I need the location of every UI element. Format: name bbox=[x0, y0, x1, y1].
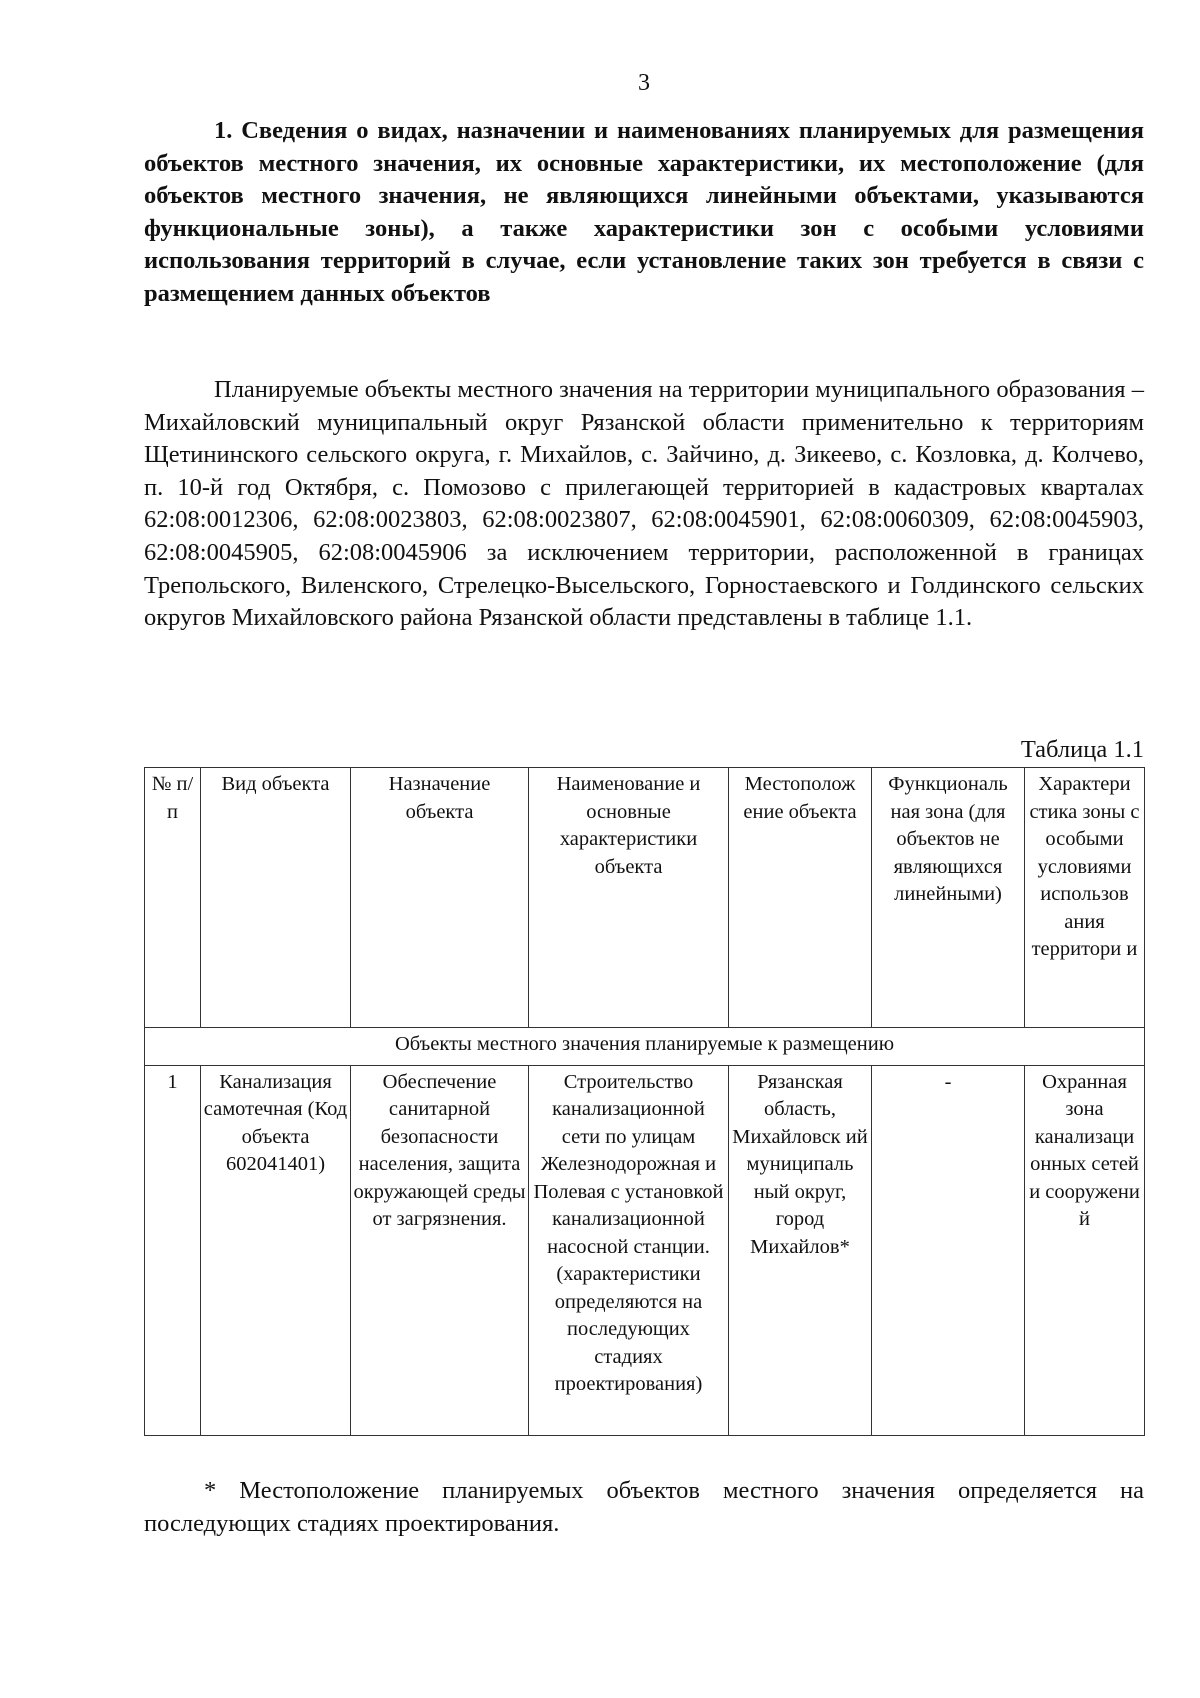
cell-name-characteristics: Строительство канализационной сети по улицам Железнодорожная и Полевая с установкой канализационной насосной станции. (характеристики определяются на последующих стадиях проектирования) bbox=[529, 1065, 729, 1435]
cell-number: 1 bbox=[145, 1065, 201, 1435]
table-header-row bbox=[145, 768, 1145, 1028]
cell-location: Рязанская область, Михайловск ий муниципаль ный округ, город Михайлов* bbox=[729, 1065, 872, 1435]
cell-object-type: Канализация самотечная (Код объекта 602041401) bbox=[201, 1065, 351, 1435]
header-cell-number: № п/п bbox=[145, 768, 201, 1028]
header-cell-zone-characteristics: Характери стика зоны с особыми условиями использов ания территори и bbox=[1025, 768, 1145, 1028]
footnote: * Местоположение планируемых объектов местного значения определяется на последующих стадиях проектирования. bbox=[144, 1477, 1144, 1537]
table-row bbox=[145, 1065, 1145, 1435]
section-heading: 1. Сведения о видах, назначении и наименованиях планируемых для размещения объектов местного значения, их основные характеристики, их местоположение (для объектов местного значения, не являющихся линейными объектами, указываются функциональные зоны), а также характеристики зон с особыми условиями использования территорий в случае, если установление таких зон требуется в связи с размещением данных объектов bbox=[144, 117, 1144, 307]
cell-zone-characteristics: Охранная зона канализаци онных сетей и сооружени й bbox=[1025, 1065, 1145, 1435]
objects-table bbox=[144, 767, 1145, 1436]
header-cell-name-characteristics: Наименование и основные характеристики объекта bbox=[529, 768, 729, 1028]
cell-purpose: Обеспечение санитарной безопасности населения, защита окружающей среды от загрязнения. bbox=[351, 1065, 529, 1435]
header-cell-functional-zone: Функциональ ная зона (для объектов не являющихся линейными) bbox=[872, 768, 1025, 1028]
cell-functional-zone: - bbox=[872, 1065, 1025, 1435]
table-caption: Таблица 1.1 bbox=[1020, 736, 1144, 763]
section-title-cell: Объекты местного значения планируемые к размещению bbox=[145, 1028, 1145, 1066]
table-section-row bbox=[145, 1028, 1145, 1066]
header-cell-object-type: Вид объекта bbox=[201, 768, 351, 1028]
header-cell-purpose: Назначение объекта bbox=[351, 768, 529, 1028]
intro-paragraph: Планируемые объекты местного значения на территории муниципального образования – Михайловский муниципальный округ Рязанской области применительно к территориям Щетининского сельского округа, г. Михайлов, с. Зайчино, д. Зикеево, с. Козловка, д. Колчево, п. 10-й год Октября, с. Помозово с прилегающей территорией в кадастровых кварталах 62:08:0012306, 62:08:0023803, 62:08:0023807, 62:08:0045901, 62:08:0060309, 62:08:0045903, 62:08:0045905, 62:08:0045906 за исключением территории, расположенной в границах Трепольского, Виленского, Стрелецко-Высельского, Горностаевского и Голдинского сельских округов Михайловского района Рязанской области представлены в таблице 1.1. bbox=[144, 376, 1144, 632]
page-number: 3 bbox=[638, 70, 650, 96]
header-cell-location: Местополож ение объекта bbox=[729, 768, 872, 1028]
